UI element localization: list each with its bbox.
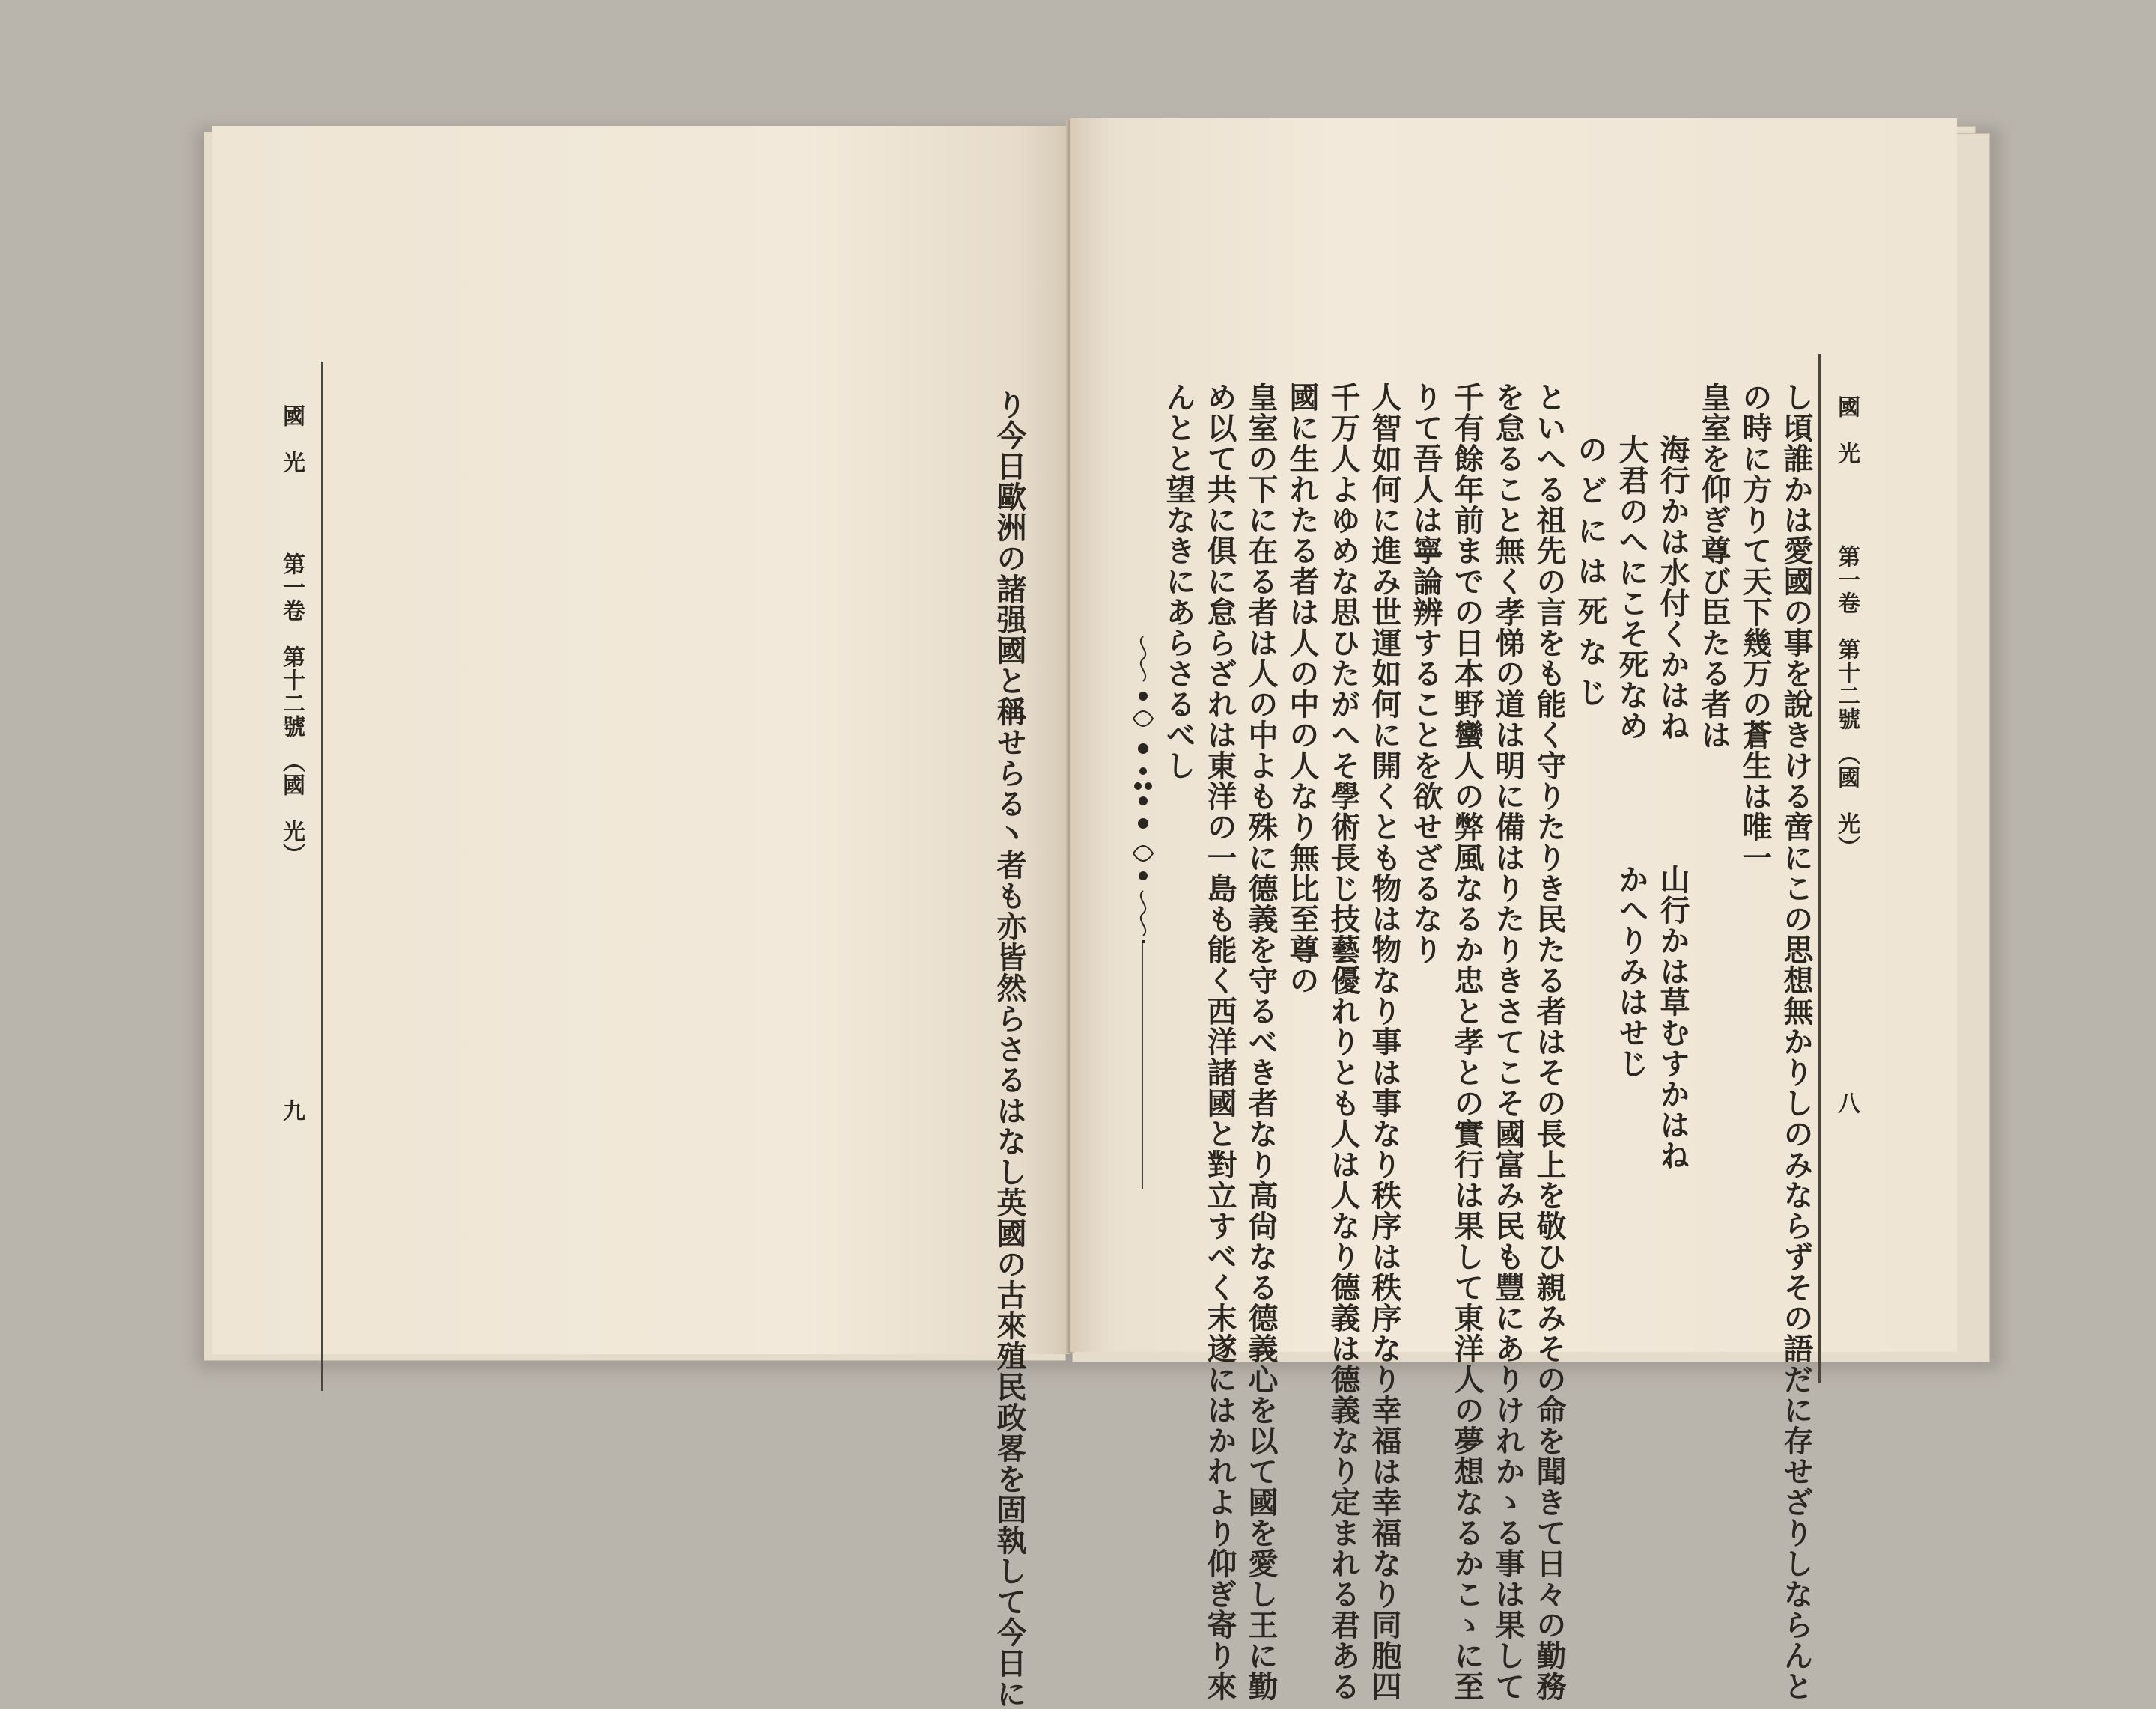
right-column-06-poem: のどには死なじ: [1573, 434, 1608, 717]
ornamental-divider: [1127, 629, 1159, 943]
right-column-14: 皇室の下に在る者は人の中よも殊に德義を守るべき者なり高尙なる德義心を以て國を愛し王に勤: [1243, 382, 1279, 1702]
right-column-12: 千万人よゆめな思ひたがへそ學術長じ技藝優れりとも人は人なり德義は德義なり定まれる君ある: [1326, 382, 1361, 1702]
left-page: [212, 126, 1070, 1709]
right-column-16: んとと望なきにあらさるべし: [1161, 382, 1196, 781]
left-header-journal: 國 光: [278, 404, 305, 474]
right-column-11: 人智如何に進み世運如何に開くとも物は物なり事は事なり秩序は秩序なり幸福は幸福なり同胞四: [1367, 382, 1402, 1702]
right-column-05-poem: 大君のへにこそ死なめ かへりみはせじ: [1614, 434, 1649, 1079]
right-header-volume-issue: 第一卷 第十二號 （國 光）: [1833, 545, 1860, 859]
left-header-rule: [321, 362, 323, 1391]
right-header-rule: [1818, 354, 1821, 1383]
right-page: [1070, 118, 1957, 1702]
ornament-rule: [1142, 943, 1143, 1189]
right-page-number: 八: [1833, 1091, 1860, 1115]
left-column-16: り今日歐洲の諸强國と稱せらる丶者も亦皆然らさるはなし英國の古來殖民政畧を固執して今日に: [992, 389, 1027, 1709]
right-column-13: 國に生れたる者は人の中の人なり無比至尊の: [1285, 382, 1320, 996]
right-column-15: め以て共に俱に怠らざれは東洋の一島も能く西洋諸國と對立すべく末遂にはかれより仰ぎ寄り來: [1202, 382, 1237, 1702]
right-header-journal: 國 光: [1833, 395, 1860, 465]
right-column-07: といへる祖先の言をも能く守りたりき民たる者はその長上を敬ひ親みその命を聞きて日々の勤務: [1532, 382, 1567, 1702]
right-column-09: 千有餘年前までの日本野蠻人の弊風なるか忠と孝との實行は果して東洋人の夢想なるかこゝに至: [1449, 382, 1484, 1702]
left-header-volume-issue: 第一卷 第十二號 （國 光）: [278, 552, 305, 866]
right-column-08: を怠ること無く孝悌の道は明に備はりたりきさてこそ國富み民も豐にありけれかゝる事は果して: [1490, 382, 1526, 1702]
right-text-block: [1161, 382, 1817, 1702]
left-page-number: 九: [278, 1099, 305, 1122]
right-column-10: りて吾人は寧論辨することを欲せざるなり: [1408, 382, 1443, 965]
right-column-03: 皇室を仰ぎ尊び臣たる者は: [1696, 382, 1732, 750]
left-text-block: [338, 389, 1030, 1709]
right-column-04-poem: 海行かは水付くかはね 山行かは草むすかはね: [1655, 434, 1690, 1171]
right-column-02: の時に方りて天下幾万の蒼生は唯一: [1738, 382, 1773, 873]
right-column-01: し頃誰かは愛國の事を說きける啻にこの思想無かりしのみならずその語だに存せざりしならんと: [1779, 382, 1814, 1702]
